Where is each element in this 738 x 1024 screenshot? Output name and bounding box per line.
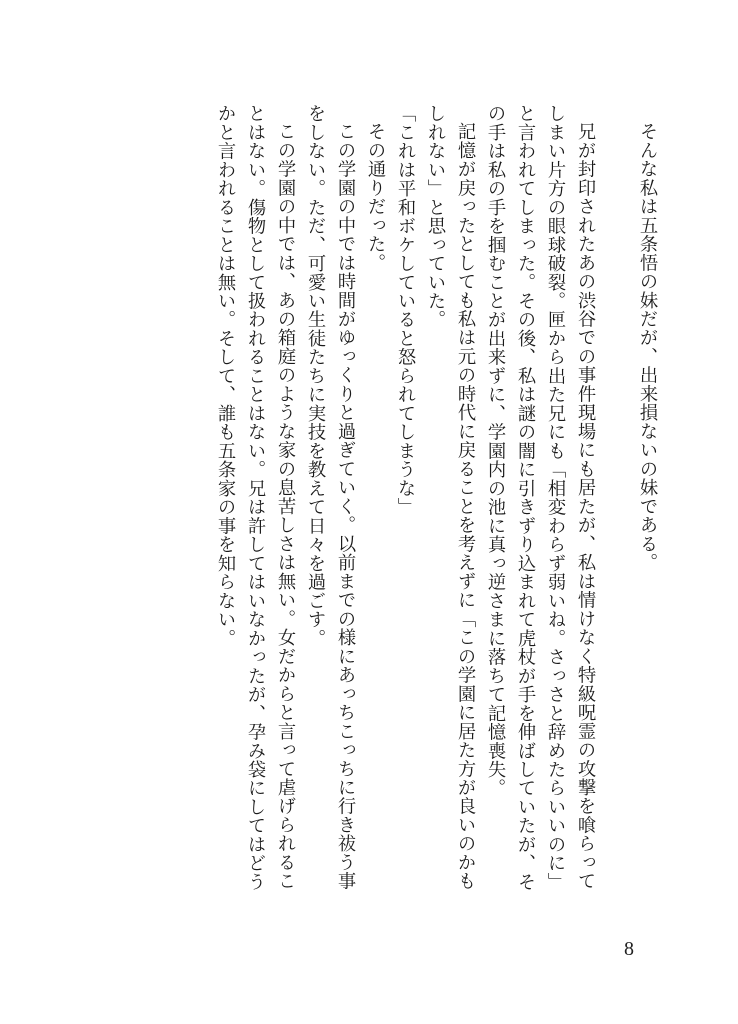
paragraph-time: この学園の中では時間がゆっくりと過ぎていく。以前までの様にあっちこっちに行き祓う事をしない。ただ、可愛い生徒たちに実技を教えて日々を過ごす。 (305, 104, 356, 891)
paragraph-sono-toori: その通りだった。 (365, 122, 386, 273)
paragraph-garden: この学園の中では、あの箱庭のような家の息苦しさは無い。女だからと言って虐げられることはない。傷物として扱われることはない。兄は許してはいなかったが、孕み袋にしてはどうかと言われることは無い。そして、誰も五条家の事を知らない。 (215, 104, 296, 892)
paragraph-memory: 記憶が戻ったとしても私は元の時代に戻ることを考えずに「この学園に居た方が良いのかもしれない」と思っていた。 (425, 104, 476, 891)
vertical-body-text (134, 104, 662, 904)
paragraph-shibuya: 兄が封印されたあの渋谷での事件現場にも居たが、私は情けなく特級呪霊の攻撃を喰らってしまい片方の眼球破裂。匣から出た兄にも「相変わらず弱いね。さっさと辞めたらいいのに」と言われてしまった。その後、私は謎の闇に引きずり込まれて虎杖が手を伸ばしていたが、その手は私の手を掴むことが出来ずに、学園内の池に真っ逆さまに落ちて記憶喪失。 (485, 104, 596, 892)
paragraph-gap (600, 104, 632, 904)
page-number: 8 (624, 938, 634, 960)
paragraph-opening: そんな私は五条悟の妹だが、出来損ないの妹である。 (637, 122, 658, 573)
paragraph-quote: 「これは平和ボケしていると怒られてしまうな」 (395, 104, 416, 517)
